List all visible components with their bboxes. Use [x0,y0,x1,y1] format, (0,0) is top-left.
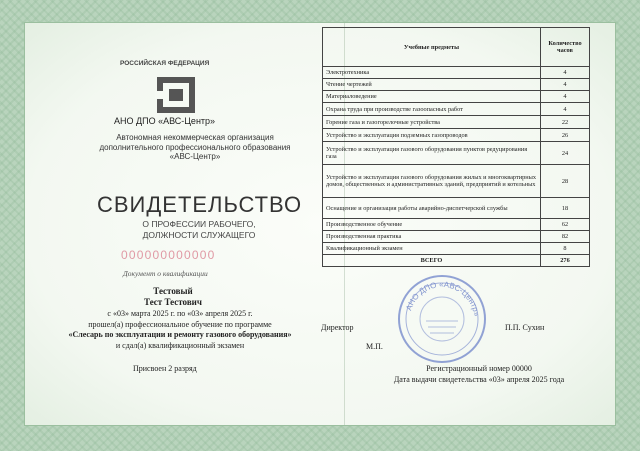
certificate-subtitle: О ПРОФЕССИИ РАБОЧЕГО, ДОЛЖНОСТИ СЛУЖАЩЕГО [142,219,256,240]
assigned-rank: Присвоен 2 разряд [133,364,197,373]
organization-full-name: Автономная некоммерческая организация дополнительного профессионального образования «АВС-Центр» [99,133,291,161]
subject-cell: Охрана труда при производстве газоопасных работ [323,103,541,116]
training-dates: с «03» марта 2025 г. по «03» апреля 2025 г. [107,309,253,318]
holder-given-name: Тест Тестович [144,297,202,307]
subject-cell: Квалификационный экзамен [323,243,541,255]
right-page [321,23,617,427]
issue-date: Дата выдачи свидетельства «03» апреля 2025 года [393,374,565,384]
table-row [323,243,590,255]
hours-column-header: Количество часов [541,28,590,67]
training-description: с «03» марта 2025 г. по «03» апреля 2025 г. прошел(а) профессиональное обучение по программе «Слесарь по эксплуатации и ремонту газового оборудования» и сдал(а) квалификационный экзамен [35,309,325,351]
hours-cell: 28 [541,165,590,198]
subject-cell: Чтение чертежей [323,79,541,91]
federation-label: РОССИЙСКАЯ ФЕДЕРАЦИЯ [120,60,210,67]
table-row [323,219,590,231]
document-kind: Документ о квалификации [123,269,208,278]
table-row [323,165,590,198]
hours-cell: 18 [541,198,590,219]
total-hours: 276 [541,255,590,267]
total-row [323,255,590,267]
registration-number: Регистрационный номер 00000 [426,364,532,373]
hours-cell: 24 [541,142,590,165]
total-label: ВСЕГО [323,255,541,267]
stamp-text: АНО ДПО «АВС-Центр» [404,279,481,317]
certificate-number: 000000000000 [121,248,216,262]
hours-cell: 8 [541,243,590,255]
table-header-row [323,28,590,67]
program-name: «Слесарь по эксплуатации и ремонту газового оборудования» [68,330,292,339]
subject-cell: Оснащение и организация работы аварийно-диспетчерской службы [323,198,541,219]
certificate-sheet [24,22,616,426]
hours-cell: 4 [541,79,590,91]
subjects-table [322,27,590,267]
subject-cell: Устройство и эксплуатация газового оборудования жилых и многоквартирных домов, общественных и административных зданий, предприятий и котельных [323,165,541,198]
subject-cell: Устройство и эксплуатация подземных газопроводов [323,129,541,142]
left-page [25,23,321,427]
hours-cell: 82 [541,231,590,243]
registration-info [321,364,617,385]
director-name: П.П. Сухин [505,323,545,332]
hours-cell: 22 [541,116,590,129]
table-row [323,103,590,116]
table-row [323,129,590,142]
table-row [323,79,590,91]
hours-cell: 62 [541,219,590,231]
subjects-column-header: Учебные предметы [323,28,541,67]
holder-surname: Тестовый [153,286,193,296]
hours-cell: 26 [541,129,590,142]
organization-short-name: АНО ДПО «АВС-Центр» [114,116,216,126]
hours-cell: 4 [541,67,590,79]
table-row [323,67,590,79]
subject-cell: Устройство и эксплуатация газового оборудования пунктов редуцирования газа [323,142,541,165]
table-row [323,116,590,129]
table-row [323,142,590,165]
subject-cell: Производственное обучение [323,219,541,231]
holder-name [25,286,321,308]
hours-cell: 4 [541,91,590,103]
seal-place-label: М.П. [366,342,383,351]
table-row [323,198,590,219]
subject-cell: Электротехника [323,67,541,79]
subject-cell: Производственная практика [323,231,541,243]
subject-cell: Горение газа и газогорелочные устройства [323,116,541,129]
table-row [323,231,590,243]
organization-logo-icon [155,75,197,115]
official-stamp-icon [396,273,488,365]
table-row [323,91,590,103]
certificate-title: СВИДЕТЕЛЬСТВО [97,192,303,217]
director-label: Директор [321,323,354,332]
subject-cell: Материаловедение [323,91,541,103]
hours-cell: 4 [541,103,590,116]
